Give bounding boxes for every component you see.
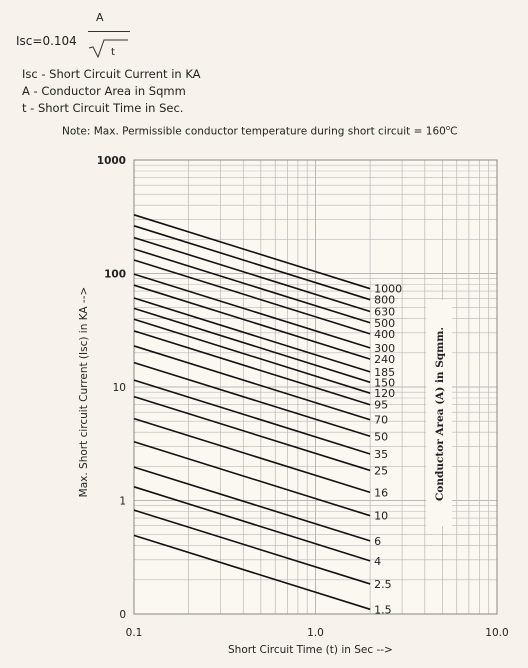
x-axis-title: Short Circuit Time (t) in Sec --> xyxy=(228,644,393,656)
x-tick-label: 0.1 xyxy=(125,627,143,639)
series-label-185: 185 xyxy=(374,365,396,379)
x-tick-label: 1.0 xyxy=(307,627,324,639)
series-label-50: 50 xyxy=(374,430,389,444)
series-label-16: 16 xyxy=(374,486,389,500)
y-tick-label: 1000 xyxy=(96,155,126,167)
series-label-500: 500 xyxy=(374,316,396,330)
definition-time: t - Short Circuit Time in Sec. xyxy=(22,101,184,115)
y-tick-label: 10 xyxy=(112,382,126,394)
definition-isc: Isc - Short Circuit Current in KA xyxy=(22,67,201,81)
series-label-1000: 1000 xyxy=(374,282,403,296)
series-label-35: 35 xyxy=(374,447,389,461)
series-label-95: 95 xyxy=(374,398,389,412)
definition-area: A - Conductor Area in Sqmm xyxy=(22,84,186,98)
formula-lhs: Isc=0.104 xyxy=(16,34,77,48)
series-label-400: 400 xyxy=(374,327,396,341)
series-label-300: 300 xyxy=(374,341,396,355)
series-label-240: 240 xyxy=(374,353,396,367)
series-label-150: 150 xyxy=(374,376,396,390)
right-axis-title: Conductor Area (A) in Sqmm. xyxy=(434,326,446,502)
y-axis-title: Max. Short circuit Current (Isc) in KA --> xyxy=(78,286,90,498)
formula-numerator: A xyxy=(96,11,104,24)
formula-denominator: t xyxy=(111,47,115,58)
series-label-800: 800 xyxy=(374,293,396,307)
series-label-120: 120 xyxy=(374,387,396,401)
series-label-10: 10 xyxy=(374,509,389,523)
note-unit: C xyxy=(450,125,458,138)
series-label-2-5: 2.5 xyxy=(374,577,392,591)
series-label-630: 630 xyxy=(374,305,396,319)
note-main: Note: Max. Permissible conductor temperature during short circuit = 160 xyxy=(62,125,446,138)
y-tick-label: 100 xyxy=(104,268,126,281)
series-label-25: 25 xyxy=(374,464,389,478)
note-degree: o xyxy=(445,124,451,132)
y-tick-label: 0 xyxy=(119,609,126,621)
x-tick-label: 10.0 xyxy=(485,627,509,639)
series-label-1-5: 1.5 xyxy=(374,603,392,617)
y-tick-label: 1 xyxy=(119,495,126,508)
series-label-6: 6 xyxy=(374,534,382,548)
series-label-4: 4 xyxy=(374,554,382,568)
series-label-70: 70 xyxy=(374,413,389,427)
